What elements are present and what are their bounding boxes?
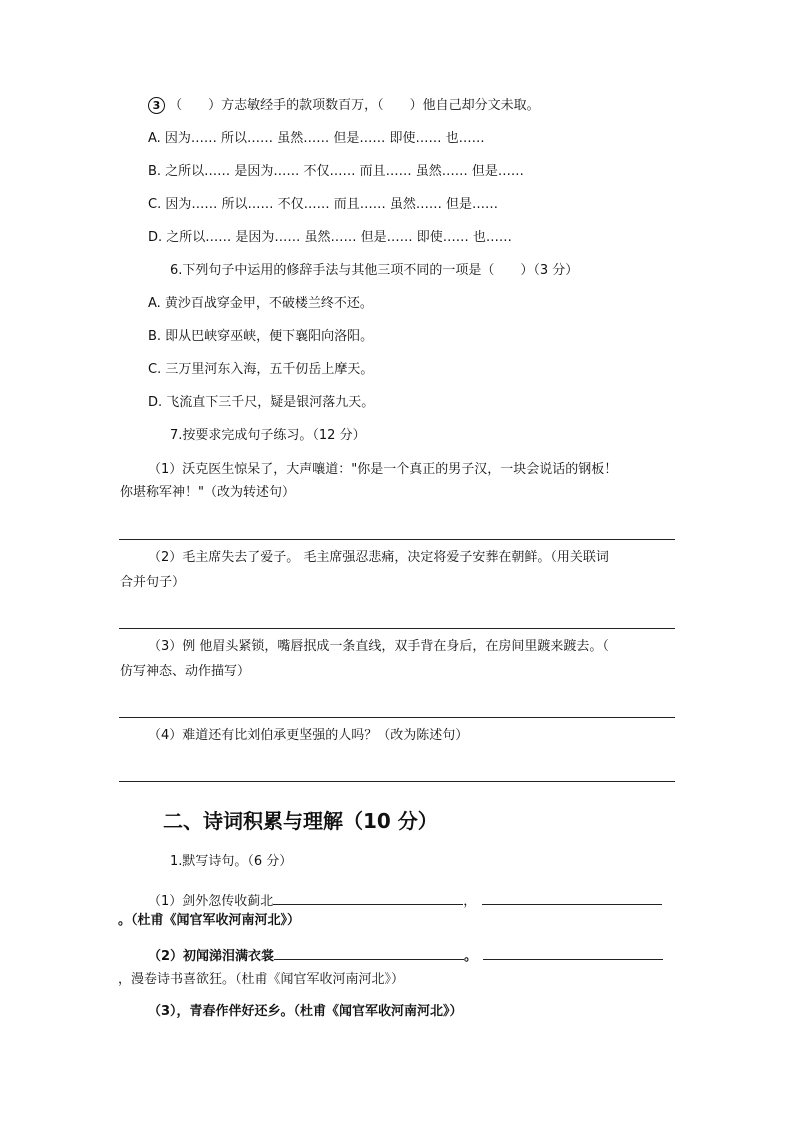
section-title: 二、诗词积累与理解（10 分） xyxy=(163,809,438,833)
answer-line-4[interactable] xyxy=(119,781,675,782)
answer-line-1[interactable] xyxy=(119,539,675,540)
poem-line-2-end: ，漫卷诗书喜欲狂。（杜甫《闻官军收河南河北》） xyxy=(118,972,405,987)
q5-3-stem-text: （ ）方志敏经手的款项数百万，（ ）他自己却分文未取。 xyxy=(169,98,540,113)
circled-number-marker: 3 xyxy=(148,97,165,114)
poem-line-1 xyxy=(148,890,662,911)
q7-item2-line1: （2）毛主席失去了爱子。 毛主席强忍悲痛，决定将爱子安葬在朝鲜。（用关联词 xyxy=(148,550,609,565)
section2-q1-stem: 1.默写诗句。（6 分） xyxy=(170,854,293,869)
q7-item3-line2: 仿写神态、动作描写） xyxy=(120,664,251,679)
fill-blank-2b[interactable] xyxy=(483,945,663,960)
q5-option-a: A. 因为…… 所以…… 虽然…… 但是…… 即使…… 也…… xyxy=(148,131,485,146)
q5-option-c: C. 因为…… 所以…… 不仅…… 而且…… 虽然…… 但是…… xyxy=(148,197,499,212)
q7-item1-line2: 你堪称军神！"（改为转述句） xyxy=(120,485,295,500)
poem-line-2-prefix: （2）初闻涕泪满衣裳 xyxy=(148,949,275,964)
fill-blank-1b[interactable] xyxy=(482,890,662,905)
poem-line-2-sep: 。 xyxy=(464,949,478,964)
q5-3-stem xyxy=(148,97,540,115)
q6-stem: 6.下列句子中运用的修辞手法与其他三项不同的一项是（ ）（3 分） xyxy=(170,263,579,278)
q7-item4-line1: （4）难道还有比刘伯承更坚强的人吗？（改为陈述句） xyxy=(148,728,469,743)
poem-line-3: （3），青春作伴好还乡。（杜甫《闻官军收河南河北》） xyxy=(148,1004,463,1019)
fill-blank-1a[interactable] xyxy=(273,890,463,905)
q6-option-a: A. 黄沙百战穿金甲，不破楼兰终不还。 xyxy=(148,296,373,311)
answer-line-2[interactable] xyxy=(119,628,675,629)
fill-blank-2a[interactable] xyxy=(274,945,464,960)
q5-option-d: D. 之所以…… 是因为…… 虽然…… 但是…… 即使…… 也…… xyxy=(148,230,512,245)
q7-item2-line2: 合并句子） xyxy=(120,575,186,590)
q7-item3-line1: （3）例 他眉头紧锁，嘴唇抿成一条直线，双手背在身后，在房间里踱来踱去。（ xyxy=(148,639,609,654)
q7-stem: 7.按要求完成句子练习。（12 分） xyxy=(170,428,366,443)
poem-line-1-prefix: （1）剑外忽传收蓟北 xyxy=(148,894,274,909)
poem-line-2 xyxy=(148,945,663,966)
q6-option-d: D. 飞流直下三千尺，疑是银河落九天。 xyxy=(148,395,375,410)
q6-option-b: B. 即从巴峡穿巫峡，便下襄阳向洛阳。 xyxy=(148,329,374,344)
poem-line-1-end: 。（杜甫《闻官军收河南河北》） xyxy=(118,913,301,928)
q5-option-b: B. 之所以…… 是因为…… 不仅…… 而且…… 虽然…… 但是…… xyxy=(148,164,524,179)
poem-line-1-sep: ， xyxy=(463,894,477,909)
answer-line-3[interactable] xyxy=(119,717,675,718)
q6-option-c: C. 三万里河东入海，五千仞岳上摩天。 xyxy=(148,362,374,377)
q7-item1-line1: （1）沃克医生惊呆了，大声嚷道："你是一个真正的男子汉，一块会说话的钢板！ xyxy=(148,462,618,477)
